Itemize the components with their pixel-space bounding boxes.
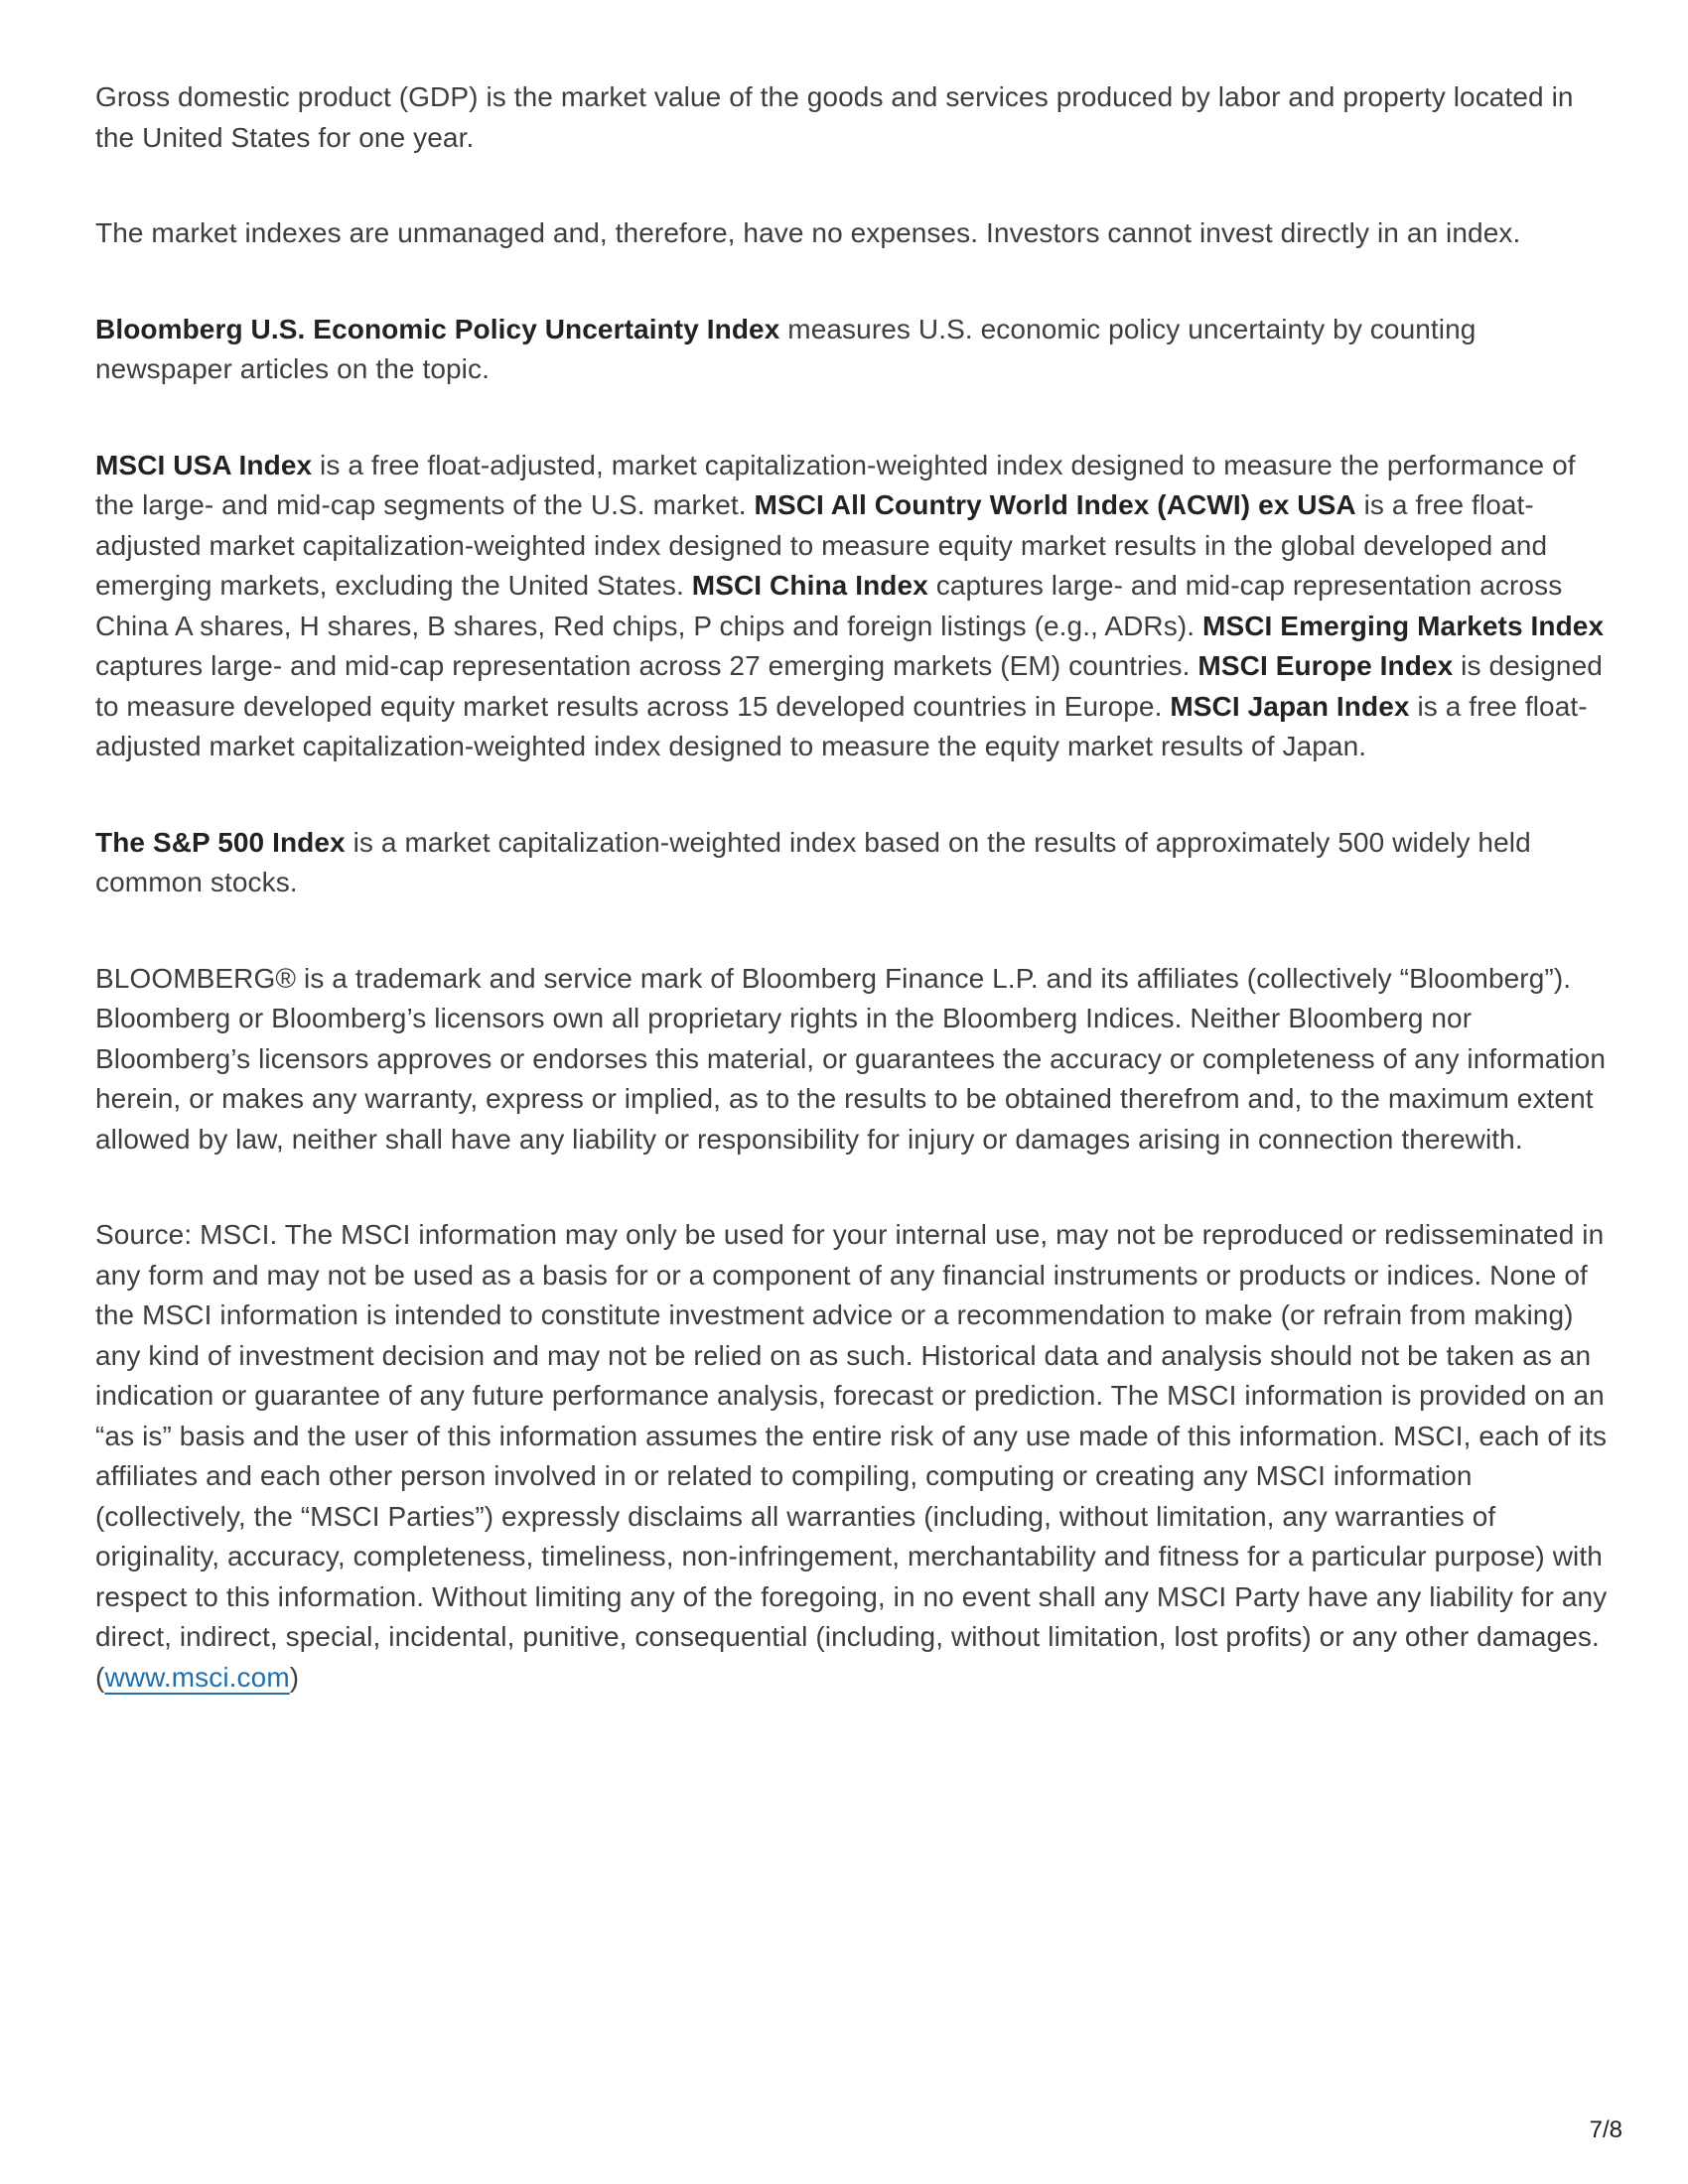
paragraph [95, 77, 1613, 158]
text-segment: Gross domestic product (GDP) is the market value of the goods and services produced by labor and property located in the United States for one year. [95, 81, 1574, 153]
text-segment: is a free float-adjusted market capitalization-weighted index designed to measure equity market results in the global developed and emerging markets, excluding the United States. [95, 489, 1548, 601]
paragraph [95, 310, 1613, 390]
paragraph [95, 1215, 1613, 1698]
index-name-bold: MSCI USA Index [95, 449, 313, 480]
index-name-bold: MSCI All Country World Index (ACWI) ex USA [754, 489, 1356, 520]
text-segment: is designed to measure developed equity market results across 15 developed countries in Europe. [95, 650, 1603, 722]
text-segment: is a free float-adjusted, market capitalization-weighted index designed to measure the performance of the large- and mid-cap segments of the U.S. market. [95, 449, 1576, 520]
text-segment: ) [289, 1661, 300, 1693]
text-segment: is a market capitalization-weighted index based on the results of approximately 500 widely held common stocks. [95, 826, 1531, 897]
paragraph [95, 446, 1613, 767]
index-name-bold: The S&P 500 Index [95, 826, 346, 858]
text-segment: captures large- and mid-cap representation across China A shares, H shares, B shares, Red chips, P chips and foreign listings (e.g., ADRs). [95, 570, 1563, 641]
text-segment: captures large- and mid-cap representation across 27 emerging markets (EM) countries. [95, 650, 1198, 681]
page-number: 7/8 [1589, 2116, 1622, 2143]
text-segment: Source: MSCI. The MSCI information may only be used for your internal use, may not be reproduced or redisseminated in any form and may not be used as a basis for or a component of any financial instruments or products or indices. None of the MSCI information is intended to constitute investment advice or a recommendation to make (or refrain from making) any kind of investment decision and may not be relied on as such. Historical data and analysis should not be taken as an indication or guarantee of any future performance analysis, forecast or prediction. The MSCI information is provided on an “as is” basis and the user of this information assumes the entire risk of any use made of this information. MSCI, each of its affiliates and each other person involved in or related to compiling, computing or creating any MSCI information (collectively, the “MSCI Parties”) expressly disclaims all warranties (including, without limitation, any warranties of originality, accuracy, completeness, timeliness, non-infringement, merchantability and fitness for a particular purpose) with respect to this information. Without limiting any of the foregoing, in no event shall any MSCI Party have any liability for any direct, indirect, special, incidental, punitive, consequential (including, without limitation, lost profits) or any other damages. ( [95, 1219, 1608, 1693]
index-name-bold: Bloomberg U.S. Economic Policy Uncertainty Index [95, 313, 780, 344]
index-name-bold: MSCI Europe Index [1197, 650, 1454, 681]
text-segment: BLOOMBERG® is a trademark and service mark of Bloomberg Finance L.P. and its affiliates (collectively “Bloomberg”). Bloomberg or Bloomberg’s licensors own all proprietary rights in the Bloomberg Indices. Neither Bloomberg nor Bloomberg’s licensors approves or endorses this material, or guarantees the accuracy or completeness of any information herein, or makes any warranty, express or implied, as to the results to be obtained therefrom and, to the maximum extent allowed by law, neither shall have any liability or responsibility for injury or damages arising in connection therewith. [95, 962, 1607, 1155]
text-segment: is a free float-adjusted market capitalization-weighted index designed to measure the equity market results of Japan. [95, 690, 1588, 761]
text-segment: The market indexes are unmanaged and, therefore, have no expenses. Investors cannot invest directly in an index. [95, 217, 1521, 248]
index-name-bold: MSCI China Index [691, 570, 928, 601]
index-name-bold: MSCI Emerging Markets Index [1202, 610, 1605, 641]
index-name-bold: MSCI Japan Index [1170, 690, 1410, 722]
text-segment: measures U.S. economic policy uncertainty by counting newspaper articles on the topic. [95, 313, 1477, 384]
paragraph [95, 823, 1613, 903]
document-body [95, 77, 1613, 1753]
paragraph [95, 213, 1613, 254]
msci-link[interactable]: www.msci.com [104, 1661, 290, 1693]
paragraph [95, 959, 1613, 1160]
